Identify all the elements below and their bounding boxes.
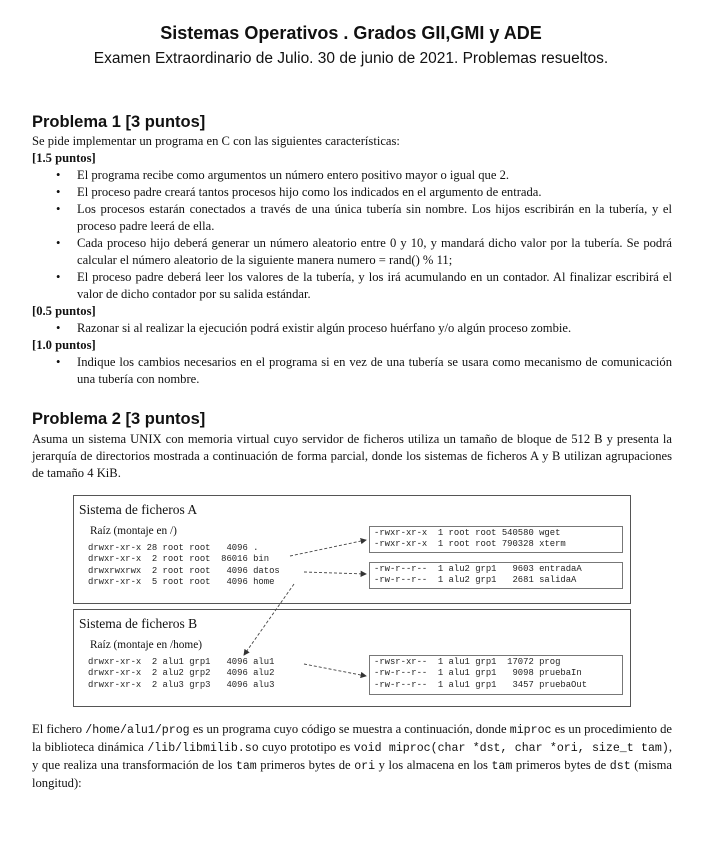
problem2-closing	[32, 721, 672, 792]
inline-code: tam	[235, 760, 257, 773]
listing-line: drwxr-xr-x 2 alu3 grp3 4096 alu3	[88, 679, 275, 690]
filesystem-b-root-label: Raíz (montaje en /home)	[90, 639, 202, 651]
list-item: • El programa recibe como argumentos un número entero positivo mayor o igual que 2.	[32, 167, 672, 184]
closing-text: cuyo prototipo es	[258, 740, 354, 754]
problem1-heading: Problema 1 [3 puntos]	[32, 113, 206, 131]
inline-code: void miproc(char *dst, char *ori, size_t tam)	[353, 742, 669, 755]
inline-code: ori	[354, 760, 376, 773]
filesystem-b-title: Sistema de ficheros B	[79, 616, 198, 631]
problem2-heading: Problema 2 [3 puntos]	[32, 410, 206, 428]
listing-line: drwxr-xr-x 28 root root 4096 .	[88, 543, 259, 553]
inline-code: tam	[491, 760, 513, 773]
filesystem-a-root-label: Raíz (montaje en /)	[90, 525, 177, 537]
list-item: • Los procesos estarán conectados a través de una única tubería sin nombre. Los hijos escribirán en la tubería, y el proceso padre leerá de ella.	[32, 201, 672, 235]
datos-arrow	[304, 572, 366, 574]
closing-text: primeros bytes de	[512, 758, 610, 772]
closing-text: primeros bytes de	[256, 758, 355, 772]
listing-line: drwxr-xr-x 2 alu1 grp1 4096 alu1	[88, 657, 275, 667]
inline-code: miproc	[509, 724, 552, 737]
closing-text: es un programa cuyo código se muestra a continuación, donde	[189, 722, 510, 736]
closing-text: es un procedimiento de la biblioteca dinámica	[32, 722, 672, 754]
listing-line: drwxr-xr-x 2 root root 86016 bin	[88, 554, 270, 565]
document-subtitle: Examen Extraordinario de Julio. 30 de junio de 2021. Problemas resueltos.	[93, 50, 609, 67]
list-item: • El proceso padre creará tantos procesos hijo como los indicados en el argumento de entrada.	[32, 184, 672, 201]
closing-text: (misma longitud):	[32, 758, 672, 790]
document-title: Sistemas Operativos . Grados GII,GMI y ADE	[160, 23, 542, 43]
closing-text: El fichero	[32, 722, 86, 736]
list-item: • Indique los cambios necesarios en el programa si en vez de una tubería se usara como mecanismo de comunicación una tubería con nombre.	[32, 354, 672, 388]
list-item: • El proceso padre deberá leer los valores de la tubería, y los irá acumulando en un contador. Al finalizar escribirá el valor de dicho contador por su salida estándar.	[32, 269, 672, 303]
closing-text: , y que realiza una transformación de los	[32, 740, 672, 772]
bin-arrow	[290, 540, 366, 556]
problem1-intro: Se pide implementar un programa en C con las siguientes características:	[32, 134, 400, 148]
home-arrow	[244, 584, 294, 655]
closing-text: y los almacena en los	[375, 758, 492, 772]
listing-line: -rw-r--r-- 1 alu1 grp1 3457 pruebaOut	[374, 679, 588, 690]
listing-line: -rwsr-xr-- 1 alu1 grp1 17072 prog	[374, 657, 561, 667]
listing-line: -rw-r--r-- 1 alu1 grp1 9098 pruebaIn	[374, 668, 582, 679]
problem1-part2-label: [0.5 puntos]	[32, 304, 96, 318]
listing-line: drwxrwxrwx 2 root root 4096 datos	[88, 565, 280, 576]
listing-line: drwxr-xr-x 5 root root 4096 home	[88, 576, 275, 587]
listing-line: -rw-r--r-- 1 alu2 grp1 9603 entradaA	[374, 564, 582, 574]
inline-code: dst	[609, 760, 631, 773]
filesystem-a-title: Sistema de ficheros A	[79, 502, 198, 517]
inline-code: /home/alu1/prog	[85, 724, 190, 737]
listing-line: -rw-r--r-- 1 alu2 grp1 2681 salidaA	[374, 575, 577, 586]
problem2-intro: Asuma un sistema UNIX con memoria virtual cuyo servidor de ficheros utiliza un tamaño de bloque de 512 B y presenta la jerarquía de directorios mostrada a continuación de forma parcial, donde los sistemas de ficheros A y B utilizan agrupaciones de tamaño 4 KiB.	[32, 432, 672, 480]
list-item: • Razonar si al realizar la ejecución podrá existir algún proceso huérfano y/o algún proceso zombie.	[32, 320, 672, 337]
alu1-arrow	[304, 664, 366, 676]
listing-line: -rwxr-xr-x 1 root root 790328 xterm	[374, 539, 566, 550]
list-item: • Cada proceso hijo deberá generar un número aleatorio entre 0 y 10, y mandará dicho valor por la tubería. Se podrá calcular el número aleatorio de la siguiente manera numero = rand() % 11;	[32, 235, 672, 269]
inline-code: /lib/libmilib.so	[147, 742, 259, 755]
listing-line: -rwxr-xr-x 1 root root 540580 wget	[374, 528, 561, 538]
listing-line: drwxr-xr-x 2 alu2 grp2 4096 alu2	[88, 668, 275, 679]
problem1-part3-label: [1.0 puntos]	[32, 338, 96, 352]
problem1-part1-label: [1.5 puntos]	[32, 151, 96, 165]
